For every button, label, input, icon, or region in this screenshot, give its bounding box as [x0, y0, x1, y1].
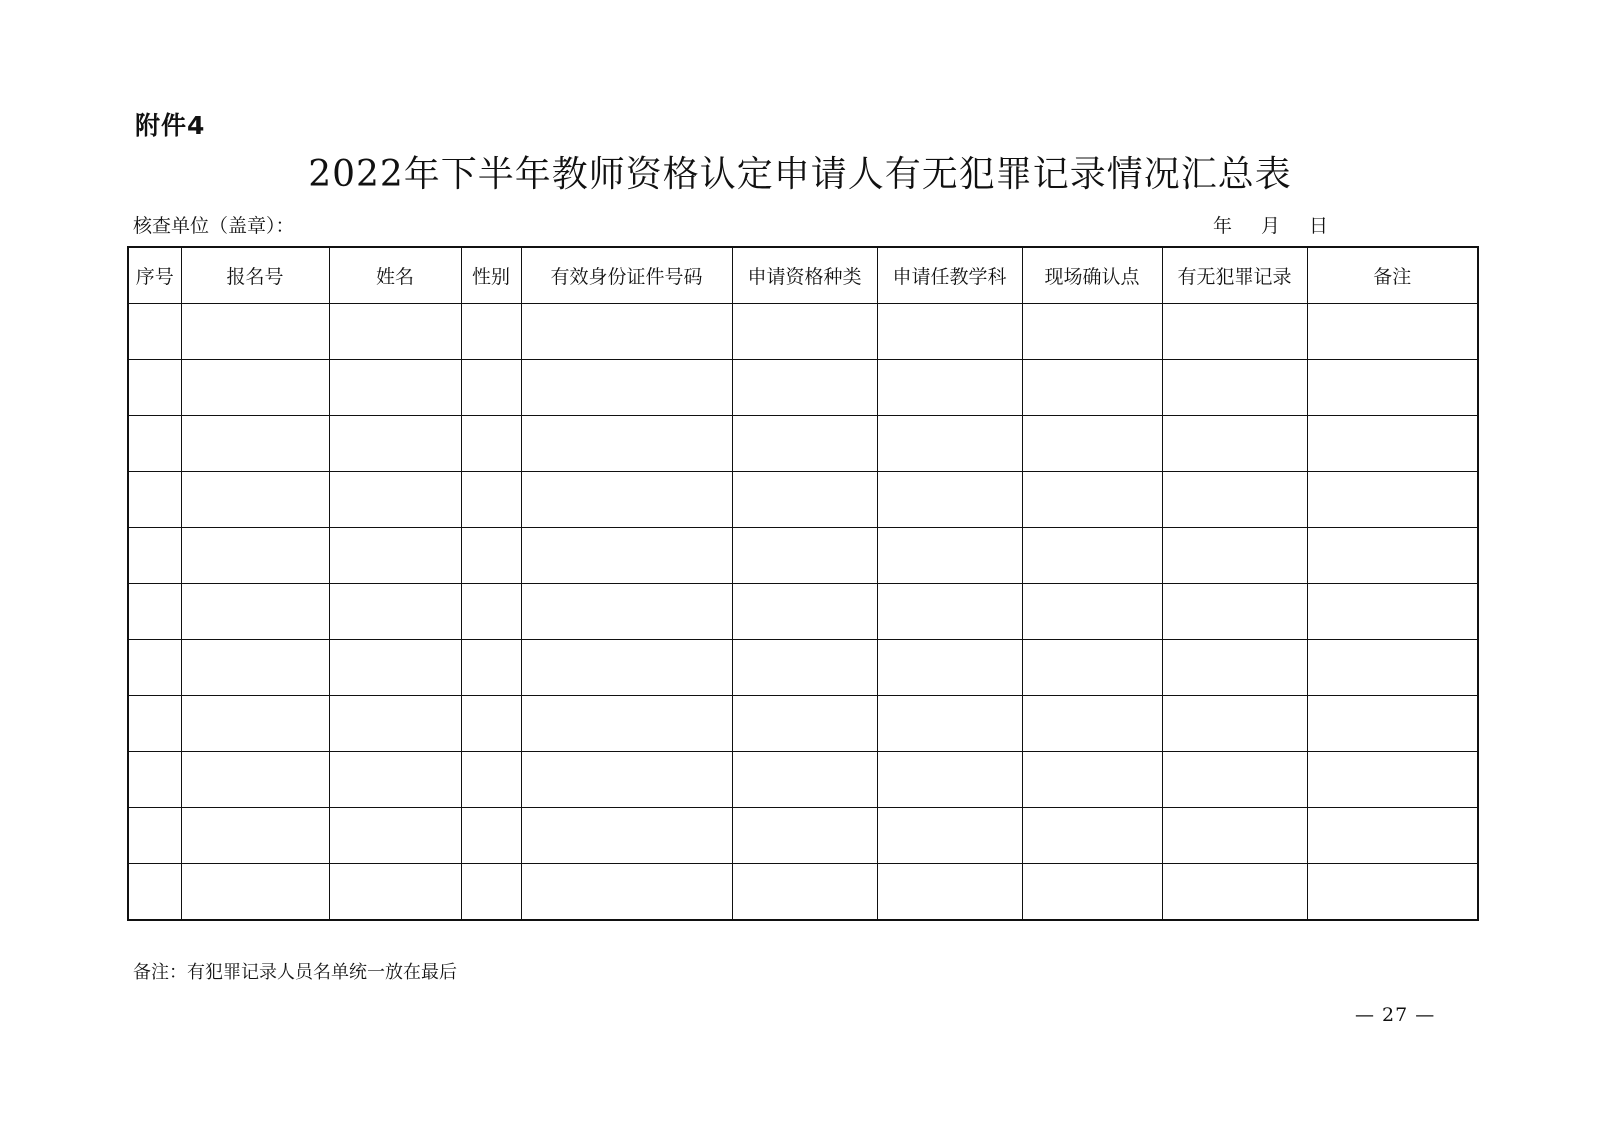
table-cell	[732, 752, 877, 808]
table-cell	[877, 864, 1022, 921]
table-cell	[877, 752, 1022, 808]
table-cell	[521, 584, 732, 640]
table-header-row	[128, 247, 1478, 304]
table-cell	[1162, 360, 1307, 416]
table-cell	[1162, 808, 1307, 864]
table-cell	[1307, 304, 1478, 360]
table-row	[128, 472, 1478, 528]
table-cell	[128, 360, 181, 416]
table-cell	[128, 416, 181, 472]
header-remarks: 备注	[1307, 247, 1478, 304]
table-cell	[461, 808, 521, 864]
table-cell	[461, 416, 521, 472]
table-cell	[521, 808, 732, 864]
table-cell	[461, 696, 521, 752]
table-cell	[1307, 864, 1478, 921]
table-cell	[1307, 472, 1478, 528]
table-cell	[329, 696, 461, 752]
table-cell	[1022, 304, 1162, 360]
table-cell	[128, 584, 181, 640]
table-cell	[181, 584, 329, 640]
page-number: — 27 —	[1355, 1004, 1436, 1026]
table-cell	[1307, 696, 1478, 752]
table-cell	[1022, 472, 1162, 528]
attachment-label: 附件4	[135, 111, 206, 140]
table-cell	[461, 864, 521, 921]
table-cell	[128, 808, 181, 864]
table-cell	[732, 696, 877, 752]
table-cell	[329, 808, 461, 864]
table-cell	[877, 696, 1022, 752]
table-cell	[181, 640, 329, 696]
header-id-number: 有效身份证件号码	[521, 247, 732, 304]
table-cell	[732, 864, 877, 921]
table-cell	[181, 864, 329, 921]
table-cell	[461, 360, 521, 416]
table-cell	[1162, 472, 1307, 528]
table-cell	[1162, 584, 1307, 640]
table-cell	[521, 472, 732, 528]
table-cell	[461, 752, 521, 808]
table-cell	[329, 360, 461, 416]
table-row	[128, 360, 1478, 416]
table-cell	[181, 360, 329, 416]
table-row	[128, 752, 1478, 808]
table-cell	[732, 360, 877, 416]
table-cell	[329, 864, 461, 921]
table-cell	[181, 696, 329, 752]
table-cell	[877, 584, 1022, 640]
table-cell	[181, 304, 329, 360]
table-cell	[128, 640, 181, 696]
table-cell	[521, 696, 732, 752]
table-cell	[732, 808, 877, 864]
date-day-label: 日	[1309, 215, 1329, 237]
table-row	[128, 640, 1478, 696]
table-cell	[1022, 528, 1162, 584]
table-cell	[1307, 416, 1478, 472]
table-cell	[521, 416, 732, 472]
checking-unit-label: 核查单位（盖章）：	[133, 215, 295, 237]
table-cell	[521, 864, 732, 921]
table-cell	[1162, 640, 1307, 696]
table-cell	[521, 304, 732, 360]
date-year-label: 年	[1213, 215, 1233, 237]
document-title: 2022年下半年教师资格认定申请人有无犯罪记录情况汇总表	[308, 154, 1292, 195]
table-cell	[181, 416, 329, 472]
table-cell	[1307, 640, 1478, 696]
table-row	[128, 696, 1478, 752]
table-cell	[128, 304, 181, 360]
footnote: 备注：有犯罪记录人员名单统一放在最后	[133, 962, 457, 983]
table-cell	[877, 360, 1022, 416]
table-cell	[1307, 528, 1478, 584]
table-cell	[1022, 584, 1162, 640]
table-cell	[329, 304, 461, 360]
table-cell	[521, 640, 732, 696]
table-cell	[1162, 528, 1307, 584]
table-cell	[329, 416, 461, 472]
table-cell	[1162, 304, 1307, 360]
table-row	[128, 304, 1478, 360]
header-registration-number: 报名号	[181, 247, 329, 304]
table-cell	[732, 472, 877, 528]
table-row	[128, 584, 1478, 640]
table-cell	[877, 808, 1022, 864]
table-cell	[329, 752, 461, 808]
table-cell	[877, 640, 1022, 696]
header-criminal-record: 有无犯罪记录	[1162, 247, 1307, 304]
table-cell	[1022, 416, 1162, 472]
table-cell	[732, 416, 877, 472]
date-line	[1213, 211, 1328, 238]
table-cell	[461, 584, 521, 640]
header-name: 姓名	[329, 247, 461, 304]
table-cell	[732, 584, 877, 640]
table-cell	[1162, 864, 1307, 921]
table-cell	[128, 864, 181, 921]
date-month-label: 月	[1261, 215, 1281, 237]
table-cell	[877, 528, 1022, 584]
table-cell	[1162, 752, 1307, 808]
header-qualification-type: 申请资格种类	[732, 247, 877, 304]
table-cell	[461, 640, 521, 696]
table-cell	[732, 528, 877, 584]
table-cell	[1307, 360, 1478, 416]
summary-table	[127, 246, 1479, 921]
table-cell	[329, 528, 461, 584]
table-cell	[329, 584, 461, 640]
table-cell	[1022, 360, 1162, 416]
table-cell	[128, 752, 181, 808]
table-cell	[1162, 416, 1307, 472]
table-cell	[1307, 752, 1478, 808]
header-confirmation-site: 现场确认点	[1022, 247, 1162, 304]
header-serial-number: 序号	[128, 247, 181, 304]
table-cell	[732, 304, 877, 360]
table-row	[128, 528, 1478, 584]
table-cell	[181, 472, 329, 528]
table-row	[128, 808, 1478, 864]
header-teaching-subject: 申请任教学科	[877, 247, 1022, 304]
table-cell	[1022, 696, 1162, 752]
table-cell	[1307, 584, 1478, 640]
table-cell	[877, 416, 1022, 472]
table-cell	[128, 472, 181, 528]
table-cell	[181, 528, 329, 584]
header-gender: 性别	[461, 247, 521, 304]
table-cell	[1022, 640, 1162, 696]
table-cell	[329, 640, 461, 696]
table-cell	[461, 304, 521, 360]
table-cell	[1162, 696, 1307, 752]
table-cell	[521, 360, 732, 416]
table-cell	[329, 472, 461, 528]
table-cell	[521, 528, 732, 584]
table-row	[128, 416, 1478, 472]
table-cell	[461, 472, 521, 528]
table-cell	[181, 752, 329, 808]
table-cell	[181, 808, 329, 864]
table-cell	[732, 640, 877, 696]
table-row	[128, 864, 1478, 921]
table-cell	[461, 528, 521, 584]
table-cell	[521, 752, 732, 808]
table-cell	[128, 696, 181, 752]
table-cell	[877, 472, 1022, 528]
table-cell	[1022, 808, 1162, 864]
table-cell	[1307, 808, 1478, 864]
table-cell	[1022, 864, 1162, 921]
table-cell	[1022, 752, 1162, 808]
table-cell	[128, 528, 181, 584]
table-cell	[877, 304, 1022, 360]
